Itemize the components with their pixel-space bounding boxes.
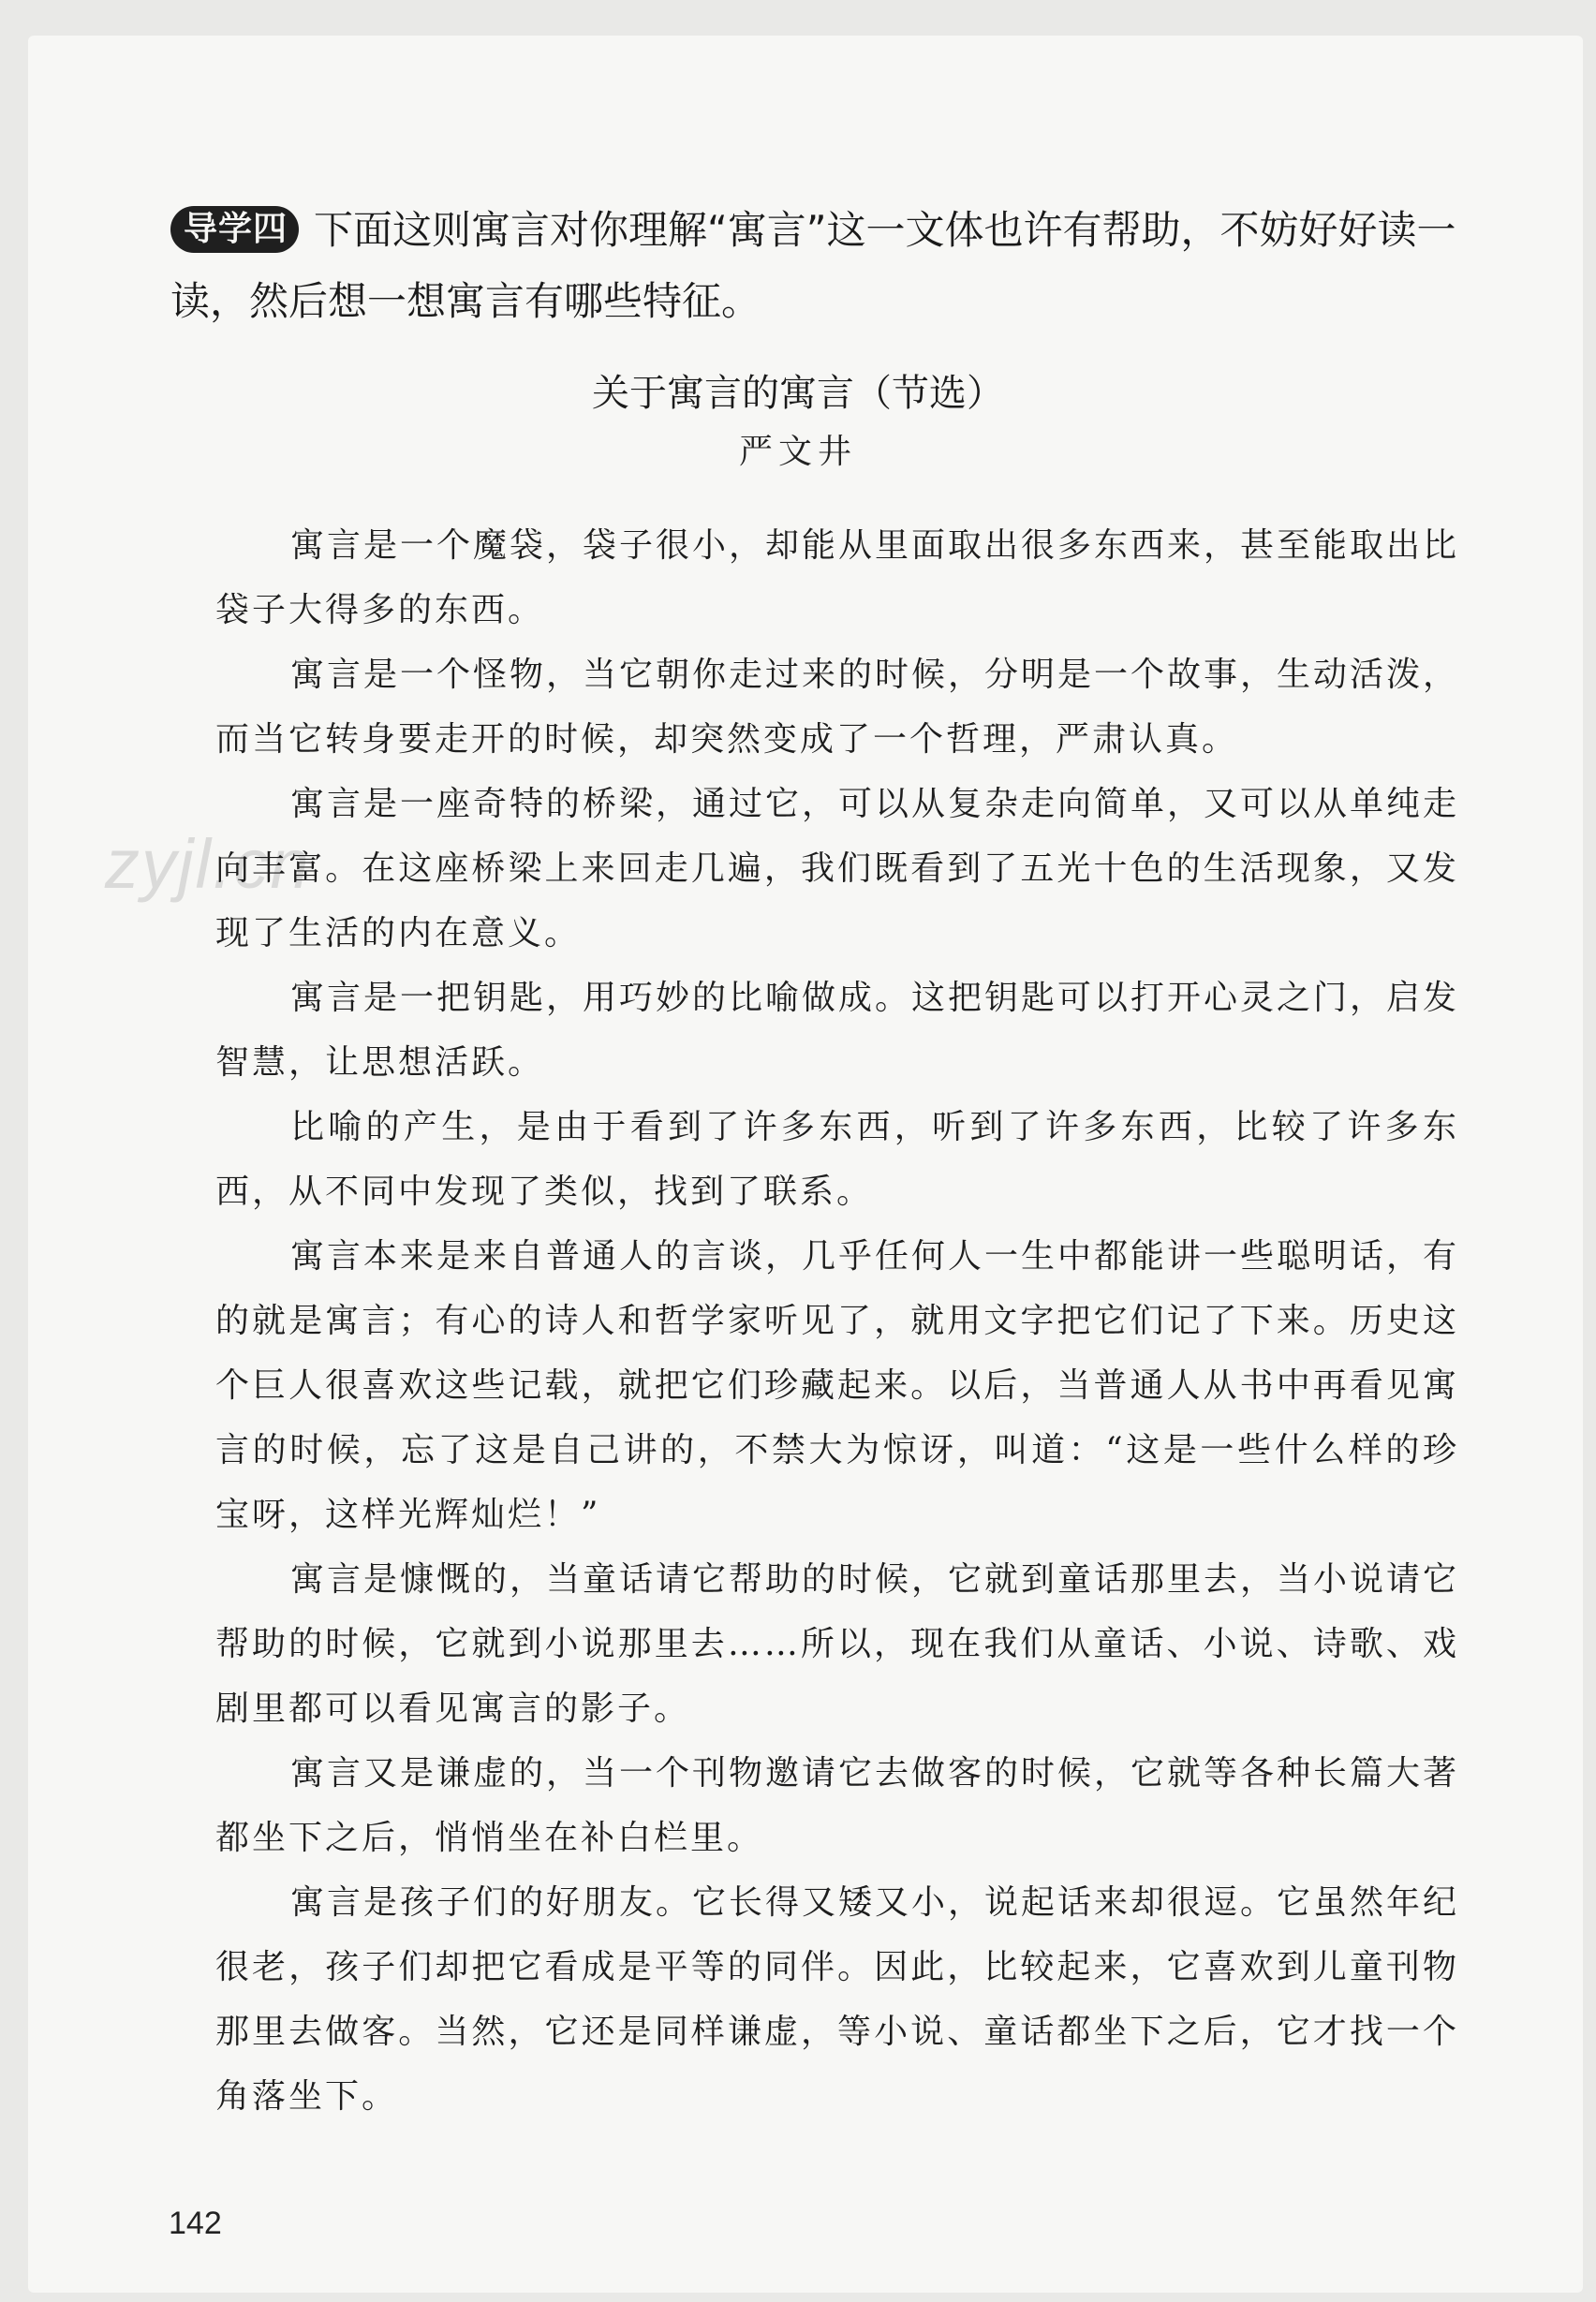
page-number: 142 <box>169 2206 222 2241</box>
guide-badge: 导学四 <box>170 206 299 253</box>
article-title <box>0 365 1596 421</box>
guide-text: 下面这则寓言对你理解“寓言”这一文体也许有帮助，不妨好好读一读，然后想一想寓言有哪些特征。 <box>170 207 1456 324</box>
paragraph: 比喻的产生，是由于看到了许多东西，听到了许多东西，比较了许多东西，从不同中发现了类似，找到了联系。 <box>215 1108 1459 1211</box>
watermark: zyjl.cn <box>105 825 311 903</box>
paragraph: 寓言是一个怪物，当它朝你走过来的时候，分明是一个故事，生动活泼，而当它转身要走开的时候，却突然变成了一个哲理，严肃认真。 <box>215 656 1460 759</box>
paragraph: 寓言是一座奇特的桥梁，通过它，可以从复杂走向简单，又可以从单纯走向丰富。在这座桥梁上来回走几遍，我们既看到了五光十色的生活现象，又发现了生活的内在意义。 <box>215 785 1460 952</box>
article-author: 严文井 <box>738 433 857 471</box>
article-body <box>215 513 1459 2129</box>
paragraph: 寓言又是谦虚的，当一个刊物邀请它去做客的时候，它就等各种长篇大著都坐下之后，悄悄坐在补白栏里。 <box>215 1754 1460 1857</box>
guide-prompt <box>170 195 1463 337</box>
paragraph: 寓言是孩子们的好朋友。它长得又矮又小，说起话来却很逗。它虽然年纪很老，孩子们却把它看成是平等的同伴。因此，比较起来，它喜欢到儿童刊物那里去做客。当然，它还是同样谦虚，等小说、童话都坐下之后，它才找一个角落坐下。 <box>215 1883 1460 2116</box>
article-title-text: 关于寓言的寓言 <box>592 372 854 415</box>
paragraph: 寓言本来是来自普通人的言谈，几乎任何人一生中都能讲一些聪明话，有的就是寓言；有心的诗人和哲学家听见了，就用文字把它们记了下来。历史这个巨人很喜欢这些记载，就把它们珍藏起来。以后，当普通人从书中再看见寓言的时候，忘了这是自己讲的，不禁大为惊讶，叫道：“这是一些什么样的珍宝呀，这样光辉灿烂！” <box>215 1237 1460 1534</box>
paragraph: 寓言是一个魔袋，袋子很小，却能从里面取出很多东西来，甚至能取出比袋子大得多的东西。 <box>215 526 1460 629</box>
paragraph: 寓言是一把钥匙，用巧妙的比喻做成。这把钥匙可以打开心灵之门，启发智慧，让思想活跃。 <box>215 979 1460 1082</box>
article-subtitle: （节选） <box>854 372 1004 415</box>
paragraph: 寓言是慷慨的，当童话请它帮助的时候，它就到童话那里去，当小说请它帮助的时候，它就到小说那里去……所以，现在我们从童话、小说、诗歌、戏剧里都可以看见寓言的影子。 <box>215 1560 1460 1728</box>
